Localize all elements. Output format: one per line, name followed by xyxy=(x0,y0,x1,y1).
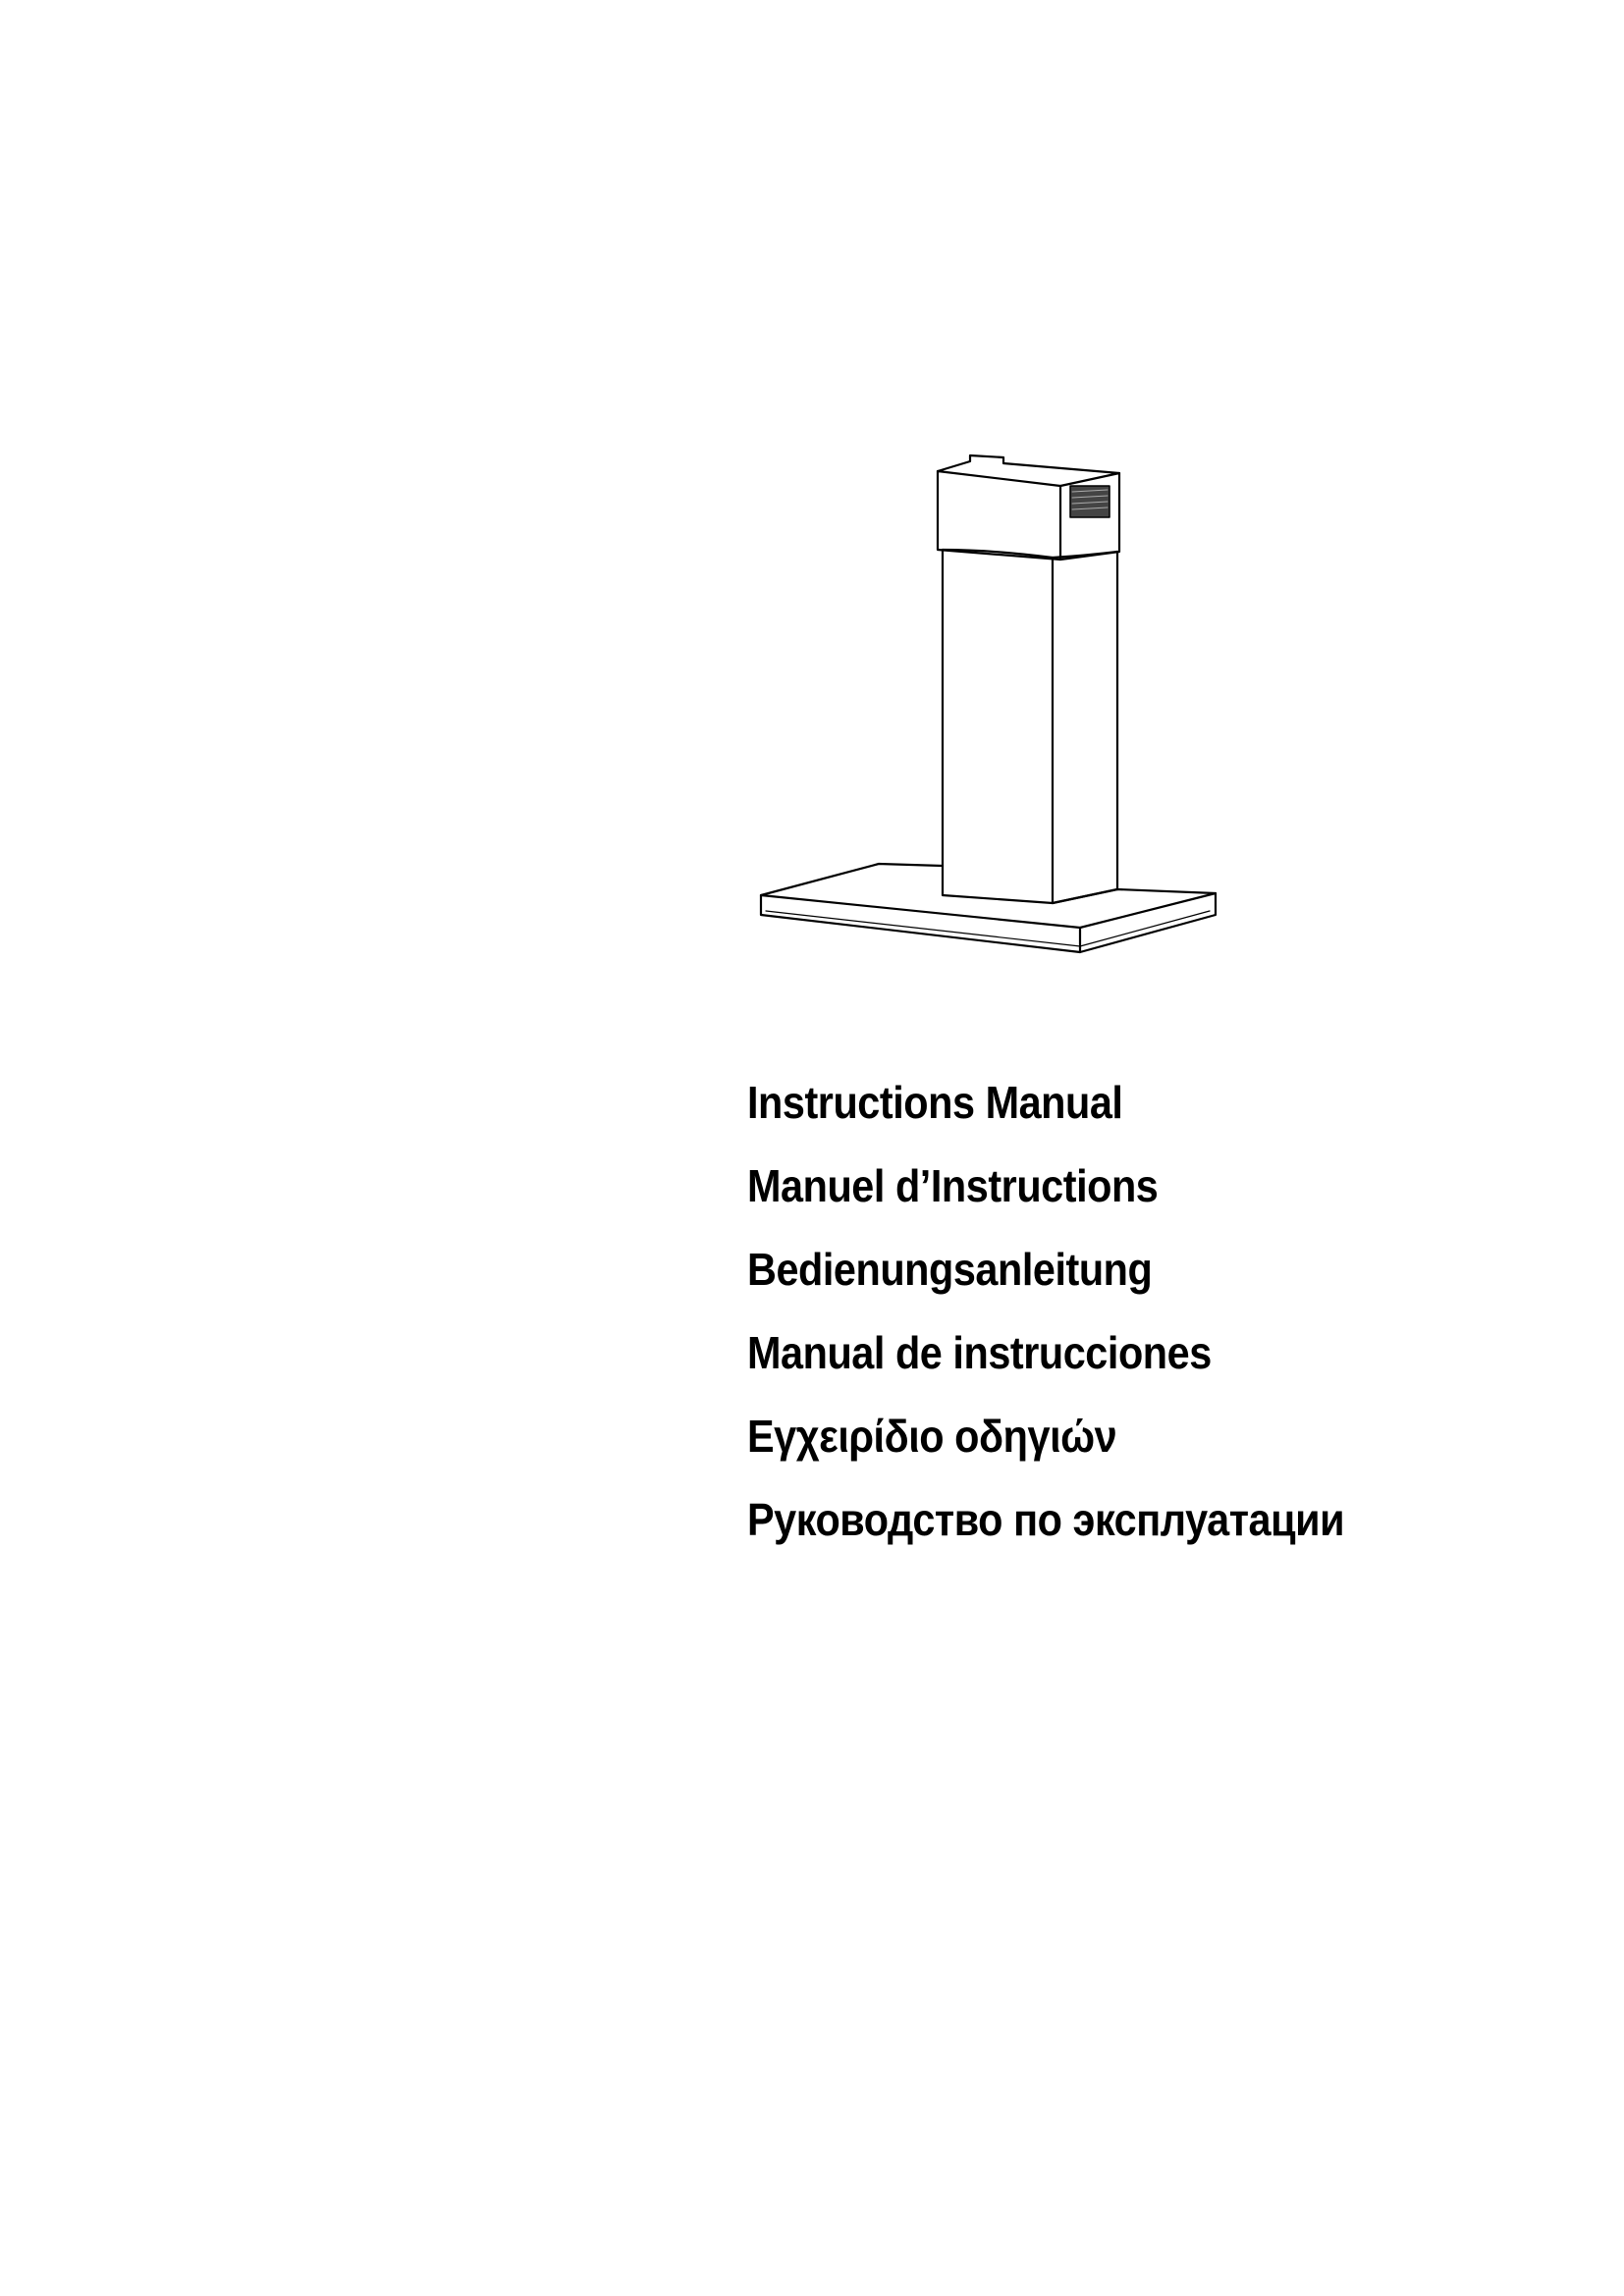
chimney-lower-side xyxy=(1053,552,1117,903)
chimney-lower-front xyxy=(943,550,1053,903)
title-french: Manuel d’Instructions xyxy=(747,1160,1159,1211)
title-spanish: Manual de instrucciones xyxy=(747,1327,1212,1378)
manual-title-list xyxy=(747,1068,1411,1569)
chimney-upper-top xyxy=(938,455,1119,473)
cooker-hood-illustration xyxy=(746,442,1257,972)
chimney-upper-front xyxy=(938,471,1060,560)
title-greek: Εγχειρίδιο οδηγιών xyxy=(747,1411,1117,1462)
title-english: Instructions Manual xyxy=(747,1077,1123,1128)
title-german: Bedienungsanleitung xyxy=(747,1244,1153,1295)
cooker-hood-drawing xyxy=(746,442,1257,972)
title-russian: Руководство по эксплуатации xyxy=(747,1494,1345,1545)
